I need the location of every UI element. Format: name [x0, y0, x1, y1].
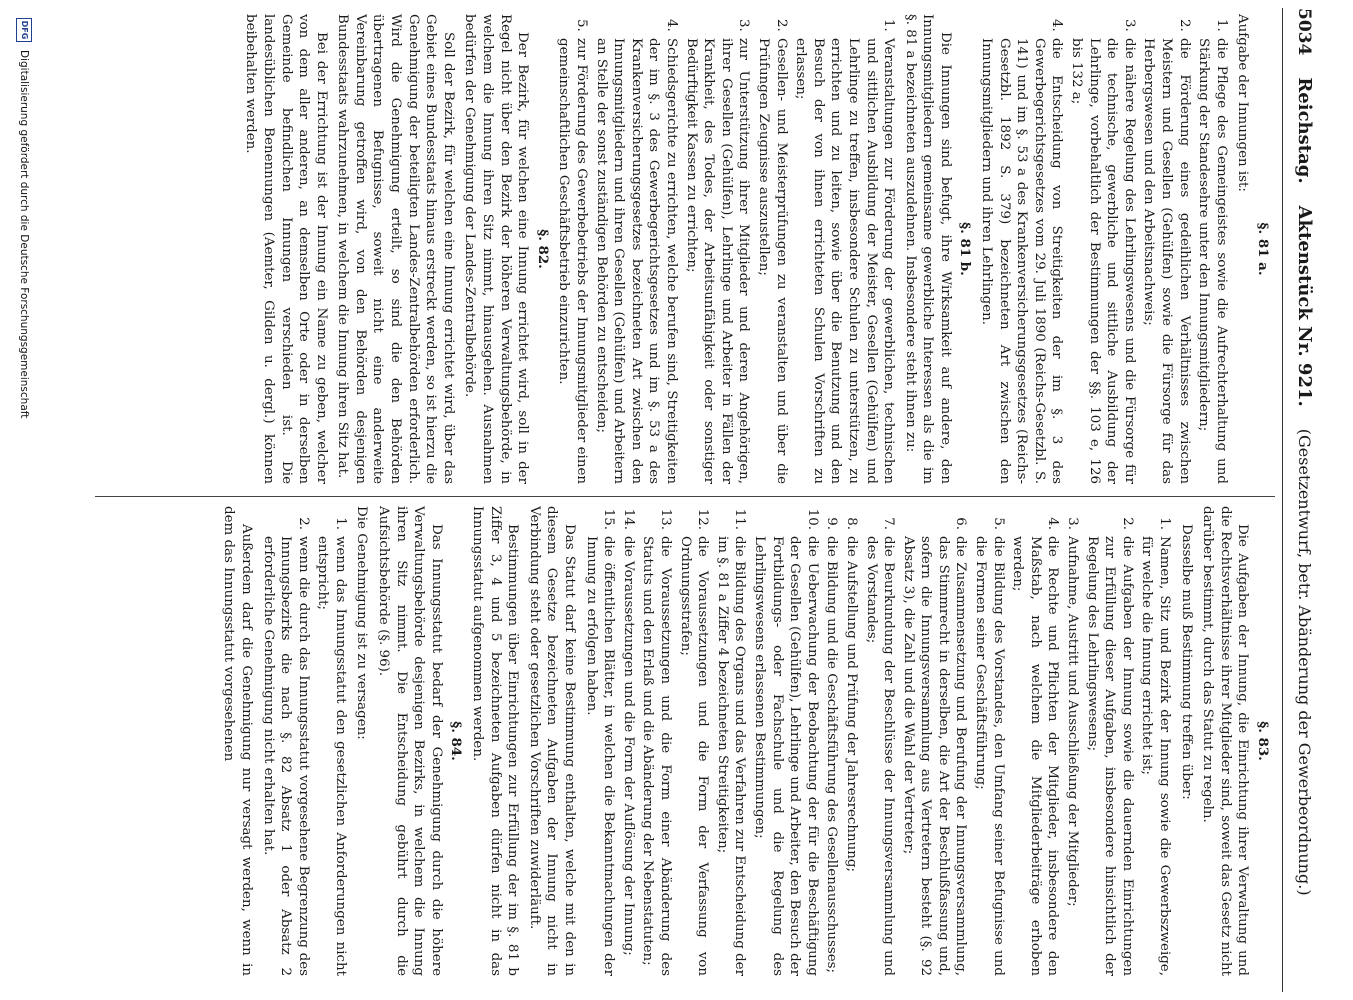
list-item — [1009, 506, 1062, 976]
right-column — [85, 506, 1275, 976]
item-number: 3. — [1065, 517, 1081, 530]
section-81a-title: §. 81 a. — [1255, 222, 1271, 276]
item-text: die Aufstellung und Prüfung der Jahresrechnung; — [843, 536, 859, 872]
list-item: 2. die Förderung eines gedeihlichen Verhältnisses zwischen Meistern und Gesellen (Gehülfen) sowie die Fürsorge für das Herbergswesen und den Arbeitsnachweis; — [1140, 36, 1193, 484]
item-text: die Rechte und Pflichten der Mitglieder, insbesondere den Maßstab, nach welchem die Mitgliederbeiträge erhoben werden; — [1010, 536, 1061, 976]
section-84-list — [259, 506, 349, 976]
item-text: die Ueberwachung der Beobachtung der für die Beschäftigung der Gesellen (Gehülfen), Lehrlinge und Arbeiter, den Besuch der Fortbildungs- oder Fachschule und die Regelung des Lehrlingswesens erlassenen Bestimmungen; — [751, 536, 820, 976]
list-item: 3. die nähere Regelung des Lehrlingswesens und die Fürsorge für die technische, gewerbliche und sittliche Ausbildung der Lehrlinge, vorbehaltlich der Bestimmungen der §§. 103 e, 126 bis 132 a; — [1067, 36, 1137, 484]
list-item — [676, 506, 711, 976]
left-column — [85, 14, 1275, 484]
dfg-logo: DFG — [16, 18, 32, 42]
item-number: 14. — [620, 508, 636, 530]
list-item — [314, 506, 349, 976]
section-83-intro: Die Aufgaben der Innung, die Einrichtung ihrer Verwaltung und die Rechtsverhältnisse ihrer Mitglieder sind, soweit das Gesetz nicht darüber bestimmt, durch das Statut zu regeln. — [1200, 506, 1251, 976]
item-number: 6. — [953, 517, 969, 530]
item-text: die Aufgaben der Innung sowie die dauernden Einrichtungen zur Erfüllung dieser Aufgaben, insbesondere hinsichtlich der Regelung des Lehrlingswesens; — [1084, 536, 1135, 976]
item-text: die Zusammensetzung und Berufung der Innungsversammlung, das Stimmrecht in derselben, die Art der Beschlußfassung und, sofern die Innungsversammlung aus Vertretern besteht (§. 92 Absatz 3), die Zahl und die Wahl der Vertreter; — [900, 536, 969, 976]
item-number: 12. — [695, 508, 711, 530]
section-82-title: §. 82. — [534, 229, 551, 269]
item-text: Namen, Sitz und Bezirk der Innung sowie die Gewerbszweige, für welche die Innung errichtet ist; — [1139, 536, 1173, 976]
section-81a-intro: Aufgabe der Innungen ist: — [1235, 14, 1251, 192]
list-item — [862, 506, 897, 976]
section-84-paragraph: Das Innungsstatut bedarf der Genehmigung durch die höhere Verwaltungsbehörde desjenigen Bezirks, in welchem die Innung ihren Sitz nimmt. Die Entscheidung gebührt durch die Aufsichtsbehörde (§. 96). — [376, 506, 444, 976]
section-81b-title: §. 81 b. — [957, 222, 974, 276]
list-item — [619, 506, 637, 976]
section-82-paragraph: Der Bezirk, für welchen eine Innung errichtet wird, soll in der Regel nicht über den Bezirk der höheren Verwaltungsbehörde, in welchem die Innung ihren Sitz nimmt, hinausgehen. Ausnahmen bedürfen der Genehmigung der Landes-Zentralbehörde. — [462, 14, 531, 484]
list-item: 4. die Entscheidung von Streitigkeiten der im §. 3 des Gewerbegerichtsgesetzes vom 29. Juli 1890 (Reichs-Gesetzbl. S. 141) und im §. 53 a des Krankenversicherungsgesetzes (Reichs-Gesetzbl. 1892 S. 379) bezeichneten Art zwischen den Innungsmitgliedern und ihren Lehrlingen. — [978, 36, 1066, 484]
header-rule — [1282, 8, 1283, 992]
section-82-paragraph: Bei der Errichtung ist der Innung ein Name zu geben, welcher von dem aller anderen, an demselben Orte oder in derselben Gemeinde befindlichen Innungen verschieden ist. Die landesüblichen Benennungen (Aemter, Gilden u. dergl.) können beibehalten werden. — [243, 14, 329, 484]
list-item — [713, 506, 748, 976]
list-item — [842, 506, 860, 976]
item-number: 9. — [824, 517, 840, 530]
item-text: die Voraussetzungen und die Form einer Abänderung des Statuts und den Erlaß und die Abänderung der Nebenstatuten; — [640, 536, 673, 976]
item-text: die öffentlichen Blätter, in welchen die Bekanntmachungen der Innung zu erfolgen haben. — [583, 536, 617, 976]
item-text: die Bildung des Vorstandes, den Umfang seiner Befugnisse und die Formen seiner Geschäftsführung; — [973, 536, 1006, 976]
section-81b-list — [555, 14, 897, 484]
item-number: 5. — [990, 517, 1006, 530]
item-number: 4. — [1045, 517, 1061, 530]
item-text: wenn das Innungsstatut den gesetzlichen Anforderungen nicht entspricht; — [315, 536, 348, 976]
item-number: 1. — [1157, 517, 1173, 530]
section-84-lead: Die Genehmigung ist zu versagen: — [354, 506, 370, 740]
item-number: 1. — [332, 517, 348, 530]
item-number: 15. — [601, 508, 617, 530]
list-item: 1. Veranstaltungen zur Förderung der gewerblichen, technischen und sittlichen Ausbildung der Meister, Gesellen (Gehülfen) und Lehrlinge zu treffen, insbesondere Schulen zu unterstützen, zu errichten und zu leiten, sowie über die Benutzung und den Besuch der von ihnen errichteten Schulen Vorschriften zu erlassen; — [792, 36, 898, 484]
list-item: 1. die Pflege des Gemeingeistes sowie die Aufrechterhaltung und Stärkung der Standesehre unter den Innungsmitgliedern; — [1195, 36, 1230, 484]
list-item: 4. Schiedsgerichte zu errichten, welche berufen sind, Streitigkeiten der im §. 3 des Gewerbegerichtsgesetzes und im §. 53 a des Krankenversicherungsgesetzes bezeichneten Art zwischen den Innungsmitgliedern und ihren Gesellen (Gehülfen) und Arbeitern an Stelle der sonst zuständigen Behörden zu entscheiden; — [592, 36, 680, 484]
item-number: 8. — [843, 517, 859, 530]
list-item — [639, 506, 674, 976]
item-number: 11. — [732, 508, 748, 530]
credit-text: Digitalisierung gefördert durch die Deutsche Forschungsgemeinschaft — [18, 50, 30, 419]
item-text: Aufnahme, Austritt und Ausschließung der Mitglieder; — [1065, 536, 1081, 907]
list-item — [823, 506, 841, 976]
list-item — [972, 506, 1007, 976]
item-number: 2. — [295, 517, 311, 530]
section-81b-intro: Die Innungen sind befugt, ihre Wirksamkeit auf andere, den Innungsmitgliedern gemeinsame gewerbliche Interessen als die im §. 81 a bezeichneten auszudehnen. Insbesondere steht ihnen zu: — [902, 14, 953, 484]
document-subtitle: (Gesetzentwurf, betr. Abänderung der Gewerbeordnung.) — [1295, 428, 1314, 896]
item-text: die Beurkundung der Beschlüsse der Innungsversammlung und des Vorstandes; — [863, 536, 897, 976]
list-item: 5. zur Förderung des Gewerbebetriebs der Innungsmitglieder einen gemeinschaftlichen Geschäftsbetrieb einzurichten. — [555, 36, 590, 484]
section-83-lead: Dasselbe muß Bestimmung treffen über: — [1178, 524, 1194, 800]
section-83-title: §. 83. — [1255, 721, 1271, 761]
item-text: die Bildung und die Geschäftsführung des Gesellenausschusses; — [824, 536, 840, 974]
item-number: 10. — [804, 508, 820, 530]
list-item — [899, 506, 969, 976]
item-number: 13. — [658, 508, 673, 530]
item-text: die Bildung des Organs und das Verfahren zur Entscheidung der im §. 81 a Ziffer 4 bezeichneten Streitigkeiten; — [714, 536, 748, 976]
item-number: 7. — [881, 517, 897, 530]
page-header — [1287, 8, 1315, 992]
column-divider — [95, 496, 1275, 497]
list-item — [1063, 506, 1081, 976]
list-item — [259, 506, 312, 976]
list-item — [1083, 506, 1136, 976]
item-text: die Voraussetzungen und die Form der Auflösung der Innung; — [620, 536, 636, 956]
list-item: 3. zur Unterstützung ihrer Mitglieder und deren Angehörigen, ihrer Gesellen (Gehülfen), Lehrlinge und Arbeiter in Fällen der Krankheit, des Todes, der Arbeitsunfähigkeit oder sonstiger Bedürftigkeit Kassen zu errichten; — [682, 36, 752, 484]
list-item — [750, 506, 820, 976]
section-83-list — [582, 506, 1173, 976]
list-item — [582, 506, 617, 976]
section-84-closing: Außerdem darf die Genehmigung nur versagt werden, wenn in dem das Innungsstatut vorgesehenen — [221, 506, 254, 976]
list-item — [1138, 506, 1173, 976]
section-84-title: §. 84. — [448, 721, 465, 761]
section-81a-list — [978, 14, 1230, 484]
document-number: Aktenstück Nr. 921. — [1294, 205, 1315, 407]
section-83-paragraph: Bestimmungen über Einrichtungen zur Erfüllung der im §. 81 b Ziffer 3, 4 und 5 bezeichneten Aufgaben dürfen nicht in das Innungsstatut aufgenommen werden. — [470, 506, 521, 976]
section-82-paragraph: Soll der Bezirk, für welchen eine Innung errichtet wird, über das Gebiet eines Bundesstaats hinaus erstreckt werden, so ist hierzu die Genehmigung der beteiligten Landes-Zentralbehörden erforderlich. Wird die Genehmigung erteilt, so sind die den Behörden übertragenen Befugnisse, soweit nicht eine anderweite Vereinbarung getroffen wird, von den Behörden desjenigen Bundesstaats wahrzunehmen, in welchem die Innung ihren Sitz hat. — [335, 14, 456, 484]
publication-title: Reichstag. — [1294, 77, 1315, 184]
list-item: 2. Gesellen- und Meisterprüfungen zu veranstalten und über die Prüfungen Zeugnisse auszustellen; — [754, 36, 789, 484]
item-text: die Voraussetzungen und die Form der Verfassung von Ordnungsstrafen; — [677, 536, 711, 976]
digitization-credit — [13, 18, 35, 978]
section-83-paragraph: Das Statut darf keine Bestimmung enthalten, welche mit den in diesem Gesetze bezeichneten Aufgaben der Innung nicht in Verbindung steht oder gesetzlichen Vorschriften zuwiderläuft. — [526, 506, 578, 976]
page-number: 5034 — [1294, 8, 1314, 56]
item-text: wenn die durch das Innungsstatut vorgesehene Begrenzung des Innungsbezirks die nach §. 82 Absatz 1 oder Absatz 2 erforderliche Genehmigung nicht erhalten hat. — [260, 536, 311, 976]
item-number: 2. — [1119, 517, 1135, 530]
